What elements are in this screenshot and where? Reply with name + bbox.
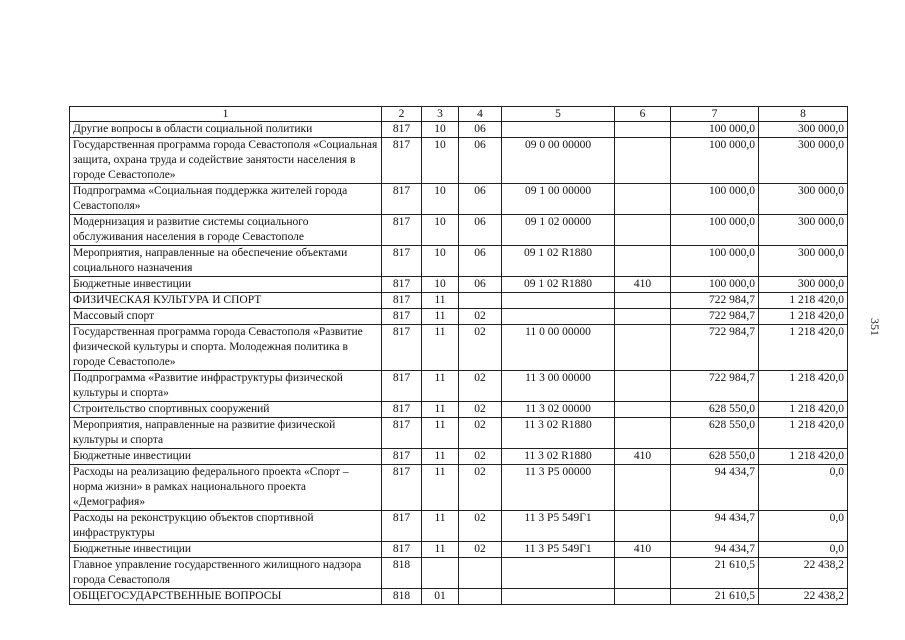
- amount-2020-cell: 722 984,7: [671, 371, 759, 402]
- admin-code-cell: 818: [382, 589, 422, 605]
- amount-2021-cell: 1 218 420,0: [759, 309, 848, 325]
- section-cell: 11: [422, 309, 459, 325]
- row-name-cell: Расходы на реализацию федерального проекта «Спорт – норма жизни» в рамках национального проекта «Демография»: [70, 465, 382, 511]
- target-article-cell: 11 0 00 00000: [502, 325, 615, 371]
- column-header: 6: [615, 107, 671, 122]
- amount-2021-cell: 300 000,0: [759, 184, 848, 215]
- table-row: [70, 215, 848, 246]
- amount-2021-cell: 1 218 420,0: [759, 449, 848, 465]
- section-cell: 10: [422, 122, 459, 138]
- expense-type-cell: [615, 309, 671, 325]
- expense-type-cell: 410: [615, 277, 671, 293]
- expense-type-cell: [615, 122, 671, 138]
- subsection-cell: 02: [459, 309, 502, 325]
- expense-type-cell: [615, 511, 671, 542]
- column-header: 7: [671, 107, 759, 122]
- subsection-cell: 02: [459, 371, 502, 402]
- row-name-cell: Главное управление государственного жилищного надзора города Севастополя: [70, 558, 382, 589]
- amount-2020-cell: 100 000,0: [671, 215, 759, 246]
- row-name-cell: Модернизация и развитие системы социального обслуживания населения в городе Севастополе: [70, 215, 382, 246]
- admin-code-cell: 817: [382, 449, 422, 465]
- expense-type-cell: [615, 589, 671, 605]
- expense-type-cell: [615, 215, 671, 246]
- amount-2020-cell: 628 550,0: [671, 402, 759, 418]
- target-article-cell: 11 3 P5 549Г1: [502, 511, 615, 542]
- table-row: [70, 371, 848, 402]
- amount-2021-cell: 1 218 420,0: [759, 371, 848, 402]
- target-article-cell: 09 1 02 R1880: [502, 246, 615, 277]
- subsection-cell: 02: [459, 465, 502, 511]
- admin-code-cell: 817: [382, 215, 422, 246]
- subsection-cell: 06: [459, 246, 502, 277]
- subsection-cell: 02: [459, 511, 502, 542]
- section-cell: 10: [422, 184, 459, 215]
- target-article-cell: [502, 293, 615, 309]
- section-cell: [422, 558, 459, 589]
- amount-2020-cell: 628 550,0: [671, 449, 759, 465]
- target-article-cell: [502, 558, 615, 589]
- admin-code-cell: 817: [382, 122, 422, 138]
- target-article-cell: 09 0 00 00000: [502, 138, 615, 184]
- admin-code-cell: 817: [382, 402, 422, 418]
- target-article-cell: [502, 122, 615, 138]
- subsection-cell: 06: [459, 215, 502, 246]
- row-name-cell: ОБЩЕГОСУДАРСТВЕННЫЕ ВОПРОСЫ: [70, 589, 382, 605]
- section-cell: 11: [422, 542, 459, 558]
- amount-2020-cell: 722 984,7: [671, 325, 759, 371]
- row-name-cell: Строительство спортивных сооружений: [70, 402, 382, 418]
- target-article-cell: 09 1 02 00000: [502, 215, 615, 246]
- section-cell: 11: [422, 402, 459, 418]
- expense-type-cell: 410: [615, 542, 671, 558]
- section-cell: 11: [422, 418, 459, 449]
- amount-2021-cell: 300 000,0: [759, 215, 848, 246]
- admin-code-cell: 817: [382, 418, 422, 449]
- expense-type-cell: [615, 246, 671, 277]
- row-name-cell: Массовый спорт: [70, 309, 382, 325]
- target-article-cell: 11 3 02 R1880: [502, 418, 615, 449]
- table-row: [70, 558, 848, 589]
- section-cell: 11: [422, 511, 459, 542]
- amount-2021-cell: 1 218 420,0: [759, 325, 848, 371]
- table-row: [70, 511, 848, 542]
- amount-2020-cell: 100 000,0: [671, 277, 759, 293]
- admin-code-cell: 817: [382, 371, 422, 402]
- subsection-cell: 06: [459, 277, 502, 293]
- column-header: 3: [422, 107, 459, 122]
- amount-2020-cell: 722 984,7: [671, 309, 759, 325]
- admin-code-cell: 817: [382, 293, 422, 309]
- expense-type-cell: [615, 138, 671, 184]
- table-row: [70, 122, 848, 138]
- budget-table: [69, 106, 848, 605]
- amount-2021-cell: 300 000,0: [759, 277, 848, 293]
- row-name-cell: Государственная программа города Севастополя «Развитие физической культуры и спорта. Молодежная политика в городе Севастополе»: [70, 325, 382, 371]
- amount-2021-cell: 0,0: [759, 511, 848, 542]
- row-name-cell: Подпрограмма «Социальная поддержка жителей города Севастополя»: [70, 184, 382, 215]
- row-name-cell: Бюджетные инвестиции: [70, 277, 382, 293]
- column-header: 4: [459, 107, 502, 122]
- amount-2020-cell: 94 434,7: [671, 465, 759, 511]
- amount-2020-cell: 628 550,0: [671, 418, 759, 449]
- admin-code-cell: 817: [382, 542, 422, 558]
- amount-2021-cell: 1 218 420,0: [759, 418, 848, 449]
- admin-code-cell: 817: [382, 309, 422, 325]
- expense-type-cell: [615, 465, 671, 511]
- amount-2020-cell: 722 984,7: [671, 293, 759, 309]
- amount-2020-cell: 94 434,7: [671, 511, 759, 542]
- amount-2021-cell: 1 218 420,0: [759, 402, 848, 418]
- target-article-cell: 11 3 00 00000: [502, 371, 615, 402]
- subsection-cell: [459, 293, 502, 309]
- expense-type-cell: [615, 371, 671, 402]
- target-article-cell: 09 1 02 R1880: [502, 277, 615, 293]
- expense-type-cell: 410: [615, 449, 671, 465]
- column-header: 8: [759, 107, 848, 122]
- row-name-cell: Подпрограмма «Развитие инфраструктуры физической культуры и спорта»: [70, 371, 382, 402]
- expense-type-cell: [615, 325, 671, 371]
- table-row: [70, 542, 848, 558]
- admin-code-cell: 817: [382, 277, 422, 293]
- section-cell: 11: [422, 293, 459, 309]
- section-cell: 01: [422, 589, 459, 605]
- amount-2021-cell: 300 000,0: [759, 122, 848, 138]
- table-row: [70, 465, 848, 511]
- expense-type-cell: [615, 402, 671, 418]
- row-name-cell: Бюджетные инвестиции: [70, 449, 382, 465]
- amount-2020-cell: 100 000,0: [671, 122, 759, 138]
- admin-code-cell: 817: [382, 184, 422, 215]
- subsection-cell: 02: [459, 449, 502, 465]
- target-article-cell: 11 3 P5 00000: [502, 465, 615, 511]
- page-number: 351: [868, 318, 882, 336]
- subsection-cell: 06: [459, 184, 502, 215]
- amount-2020-cell: 94 434,7: [671, 542, 759, 558]
- subsection-cell: 02: [459, 542, 502, 558]
- row-name-cell: Другие вопросы в области социальной политики: [70, 122, 382, 138]
- target-article-cell: 09 1 00 00000: [502, 184, 615, 215]
- column-header: 2: [382, 107, 422, 122]
- table-row: [70, 449, 848, 465]
- row-name-cell: Мероприятия, направленные на развитие физической культуры и спорта: [70, 418, 382, 449]
- target-article-cell: [502, 309, 615, 325]
- table-row: [70, 325, 848, 371]
- column-header: 5: [502, 107, 615, 122]
- row-name-cell: Государственная программа города Севастополя «Социальная защита, охрана труда и содействие занятости населения в городе Севастополе»: [70, 138, 382, 184]
- section-cell: 10: [422, 277, 459, 293]
- expense-type-cell: [615, 293, 671, 309]
- amount-2021-cell: 1 218 420,0: [759, 293, 848, 309]
- admin-code-cell: 817: [382, 511, 422, 542]
- row-name-cell: Мероприятия, направленные на обеспечение объектами социального назначения: [70, 246, 382, 277]
- amount-2021-cell: 300 000,0: [759, 246, 848, 277]
- table-row: [70, 309, 848, 325]
- subsection-cell: 06: [459, 138, 502, 184]
- admin-code-cell: 817: [382, 246, 422, 277]
- expense-type-cell: [615, 558, 671, 589]
- target-article-cell: 11 3 02 00000: [502, 402, 615, 418]
- amount-2021-cell: 0,0: [759, 542, 848, 558]
- table-header-row: [70, 107, 848, 122]
- section-cell: 11: [422, 449, 459, 465]
- amount-2020-cell: 21 610,5: [671, 589, 759, 605]
- subsection-cell: 02: [459, 418, 502, 449]
- row-name-cell: Расходы на реконструкцию объектов спортивной инфраструктуры: [70, 511, 382, 542]
- subsection-cell: 06: [459, 122, 502, 138]
- table-row: [70, 184, 848, 215]
- section-cell: 11: [422, 465, 459, 511]
- section-cell: 10: [422, 138, 459, 184]
- admin-code-cell: 817: [382, 465, 422, 511]
- amount-2021-cell: 0,0: [759, 465, 848, 511]
- row-name-cell: ФИЗИЧЕСКАЯ КУЛЬТУРА И СПОРТ: [70, 293, 382, 309]
- target-article-cell: 11 3 02 R1880: [502, 449, 615, 465]
- section-cell: 10: [422, 246, 459, 277]
- table-body: [70, 122, 848, 605]
- table-row: [70, 402, 848, 418]
- admin-code-cell: 818: [382, 558, 422, 589]
- subsection-cell: 02: [459, 402, 502, 418]
- column-header: 1: [70, 107, 382, 122]
- table-row: [70, 277, 848, 293]
- table-row: [70, 589, 848, 605]
- target-article-cell: 11 3 P5 549Г1: [502, 542, 615, 558]
- amount-2021-cell: 300 000,0: [759, 138, 848, 184]
- target-article-cell: [502, 589, 615, 605]
- admin-code-cell: 817: [382, 138, 422, 184]
- table-row: [70, 418, 848, 449]
- row-name-cell: Бюджетные инвестиции: [70, 542, 382, 558]
- subsection-cell: [459, 558, 502, 589]
- amount-2021-cell: 22 438,2: [759, 558, 848, 589]
- amount-2020-cell: 100 000,0: [671, 184, 759, 215]
- subsection-cell: [459, 589, 502, 605]
- subsection-cell: 02: [459, 325, 502, 371]
- table-row: [70, 246, 848, 277]
- amount-2020-cell: 100 000,0: [671, 138, 759, 184]
- table-row: [70, 138, 848, 184]
- admin-code-cell: 817: [382, 325, 422, 371]
- section-cell: 10: [422, 215, 459, 246]
- expense-type-cell: [615, 418, 671, 449]
- section-cell: 11: [422, 371, 459, 402]
- amount-2021-cell: 22 438,2: [759, 589, 848, 605]
- section-cell: 11: [422, 325, 459, 371]
- expense-type-cell: [615, 184, 671, 215]
- amount-2020-cell: 21 610,5: [671, 558, 759, 589]
- amount-2020-cell: 100 000,0: [671, 246, 759, 277]
- table-row: [70, 293, 848, 309]
